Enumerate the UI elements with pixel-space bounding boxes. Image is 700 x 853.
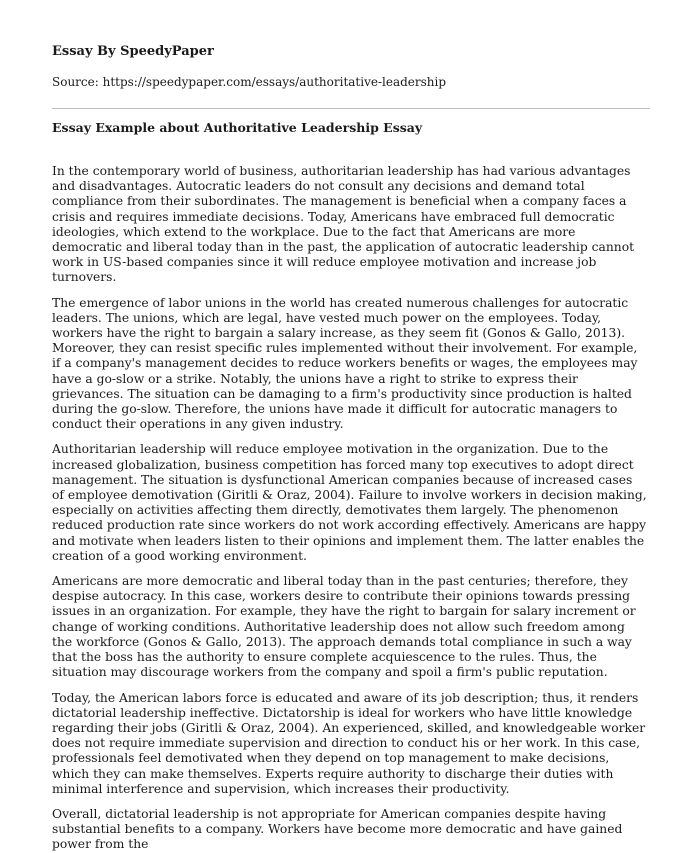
essay-body [52,164,648,853]
paragraph: The emergence of labor unions in the world has created numerous challenges for autocratic leaders. The unions, which are legal, have vested much power on the employees. Today, workers have the right to bargain a salary increase, as they seem fit (Gonos & Gallo, 2013). Moreover, they can resist specific rules implemented without their involvement. For example, if a company's management decides to reduce workers benefits or wages, the employees may have a go-slow or a strike. Notably, the unions have a right to strike to express their grievances. The situation can be damaging to a firm's productivity since production is halted during the go-slow. Therefore, the unions have made it difficult for autocratic managers to conduct their operations in any given industry. [52,295,638,432]
paragraph: Authoritarian leadership will reduce employee motivation in the organization. Due to the increased globalization, business competition has forced many top executives to adopt direct management. The situation is dysfunctional American companies because of increased cases of employee demotivation (Giritli & Oraz, 2004). Failure to involve workers in decision making, especially on activities affecting them directly, demotivates them largely. The phenomenon reduced production rate since workers do not work according effectively. Americans are happy and motivate when leaders listen to their opinions and implement them. The latter enables the creation of a good working environment. [52,442,647,563]
paragraph: Today, the American labors force is educated and aware of its job description; thus, it renders dictatorial leadership ineffective. Dictatorship is ideal for workers who have little knowledge regarding their jobs (Giritli & Oraz, 2004). An experienced, skilled, and knowledgeable worker does not require immediate supervision and direction to conduct his or her work. In this case, professionals feel demotivated when they depend on top management to make decisions, which they can make themselves. Experts require authority to discharge their duties with minimal interference and supervision, which increases their productivity. [52,690,646,796]
paragraph: Overall, dictatorial leadership is not appropriate for American companies despite having substantial benefits to a company. Workers have become more democratic and have gained power from the [52,806,623,852]
source-line: Source: https://speedypaper.com/essays/authoritative-leadership [52,75,447,89]
essay-title: Essay Example about Authoritative Leadership Essay [52,120,423,135]
paragraph: Americans are more democratic and liberal today than in the past centuries; therefore, they despise autocracy. In this case, workers desire to contribute their opinions towards pressing issues in an organization. For example, they have the right to bargain for salary increment or change of working conditions. Authoritative leadership does not allow such freedom among the workforce (Gonos & Gallo, 2013). The approach demands total compliance in such a way that the boss has the authority to ensure complete acquiescence to the rules. Thus, the situation may discourage workers from the company and spoil a firm's public reputation. [52,574,636,680]
header-divider [52,108,650,109]
paragraph: In the contemporary world of business, authoritarian leadership has had various advantages and disadvantages. Autocratic leaders do not consult any decisions and demand total compliance from their subordinates. The management is beneficial when a company faces a crisis and requires immediate decisions. Today, Americans have embraced full democratic ideologies, which extend to the workplace. Due to the fact that Americans are more democratic and liberal today than in the past, the application of autocratic leadership cannot work in US-based companies since it will reduce employee motivation and increase job turnovers. [52,164,635,285]
document-header-title: Essay By SpeedyPaper [52,44,214,59]
